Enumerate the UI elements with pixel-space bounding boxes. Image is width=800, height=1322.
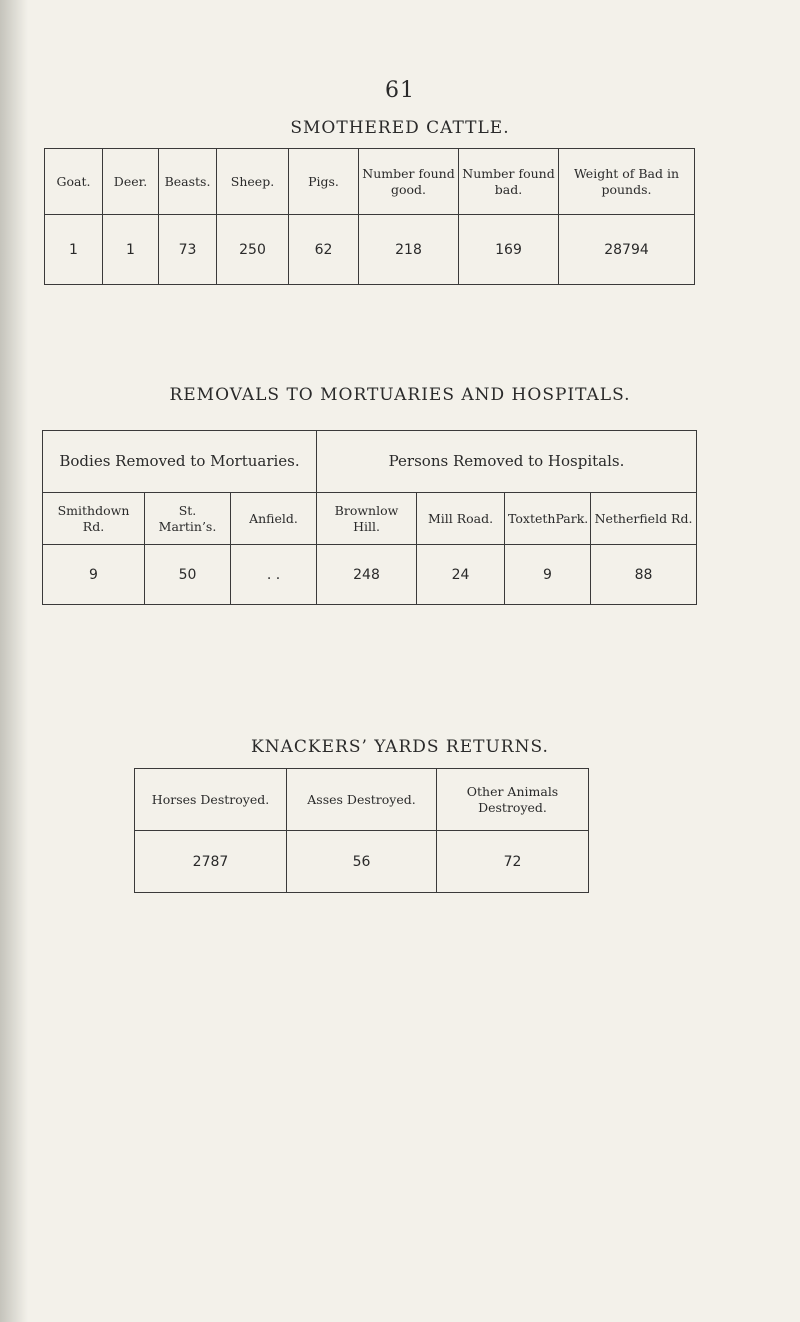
header-anfield: Anfield. bbox=[231, 493, 317, 545]
value-weight-bad: 28794 bbox=[559, 215, 695, 285]
value-smithdown-rd: 9 bbox=[43, 545, 145, 605]
header-other-animals-destroyed: Other Animals Destroyed. bbox=[437, 769, 589, 831]
value-anfield: . . bbox=[231, 545, 317, 605]
value-netherfield-rd: 88 bbox=[591, 545, 697, 605]
value-other-animals-destroyed: 72 bbox=[437, 831, 589, 893]
header-asses-destroyed: Asses Destroyed. bbox=[287, 769, 437, 831]
table-header-row bbox=[135, 769, 589, 831]
smothered-cattle-title: SMOTHERED CATTLE. bbox=[290, 118, 510, 138]
table-row bbox=[45, 215, 695, 285]
value-st-martins: 50 bbox=[145, 545, 231, 605]
value-toxteth-park: 9 bbox=[505, 545, 591, 605]
header-horses-destroyed: Horses Destroyed. bbox=[135, 769, 287, 831]
knackers-title: KNACKERS’ YARDS RETURNS. bbox=[251, 737, 549, 757]
value-horses-destroyed: 2787 bbox=[135, 831, 287, 893]
value-deer: 1 bbox=[103, 215, 159, 285]
header-mill-road: Mill Road. bbox=[417, 493, 505, 545]
header-mortuaries: Bodies Removed to Mortuaries. bbox=[43, 431, 317, 493]
value-sheep: 250 bbox=[217, 215, 289, 285]
removals-title: REMOVALS TO MORTUARIES AND HOSPITALS. bbox=[169, 385, 631, 405]
value-mill-road: 24 bbox=[417, 545, 505, 605]
header-netherfield-rd: Netherfield Rd. bbox=[591, 493, 697, 545]
removals-column-header-row bbox=[43, 493, 697, 545]
value-beasts: 73 bbox=[159, 215, 217, 285]
page-number: 61 bbox=[385, 78, 415, 103]
header-pigs: Pigs. bbox=[289, 149, 359, 215]
knackers-table bbox=[134, 768, 589, 893]
value-number-good: 218 bbox=[359, 215, 459, 285]
table-row bbox=[43, 545, 697, 605]
header-brownlow-hill: Brownlow Hill. bbox=[317, 493, 417, 545]
header-number-good: Number found good. bbox=[359, 149, 459, 215]
removals-table bbox=[42, 430, 697, 605]
header-weight-bad: Weight of Bad in pounds. bbox=[559, 149, 695, 215]
value-asses-destroyed: 56 bbox=[287, 831, 437, 893]
value-number-bad: 169 bbox=[459, 215, 559, 285]
removals-group-header-row bbox=[43, 431, 697, 493]
header-goat: Goat. bbox=[45, 149, 103, 215]
value-pigs: 62 bbox=[289, 215, 359, 285]
page-edge-shadow bbox=[0, 0, 28, 1322]
header-sheep: Sheep. bbox=[217, 149, 289, 215]
table-header-row bbox=[45, 149, 695, 215]
header-toxteth-park: ToxtethPark. bbox=[505, 493, 591, 545]
header-smithdown-rd: Smithdown Rd. bbox=[43, 493, 145, 545]
header-deer: Deer. bbox=[103, 149, 159, 215]
header-beasts: Beasts. bbox=[159, 149, 217, 215]
header-st-martins: St. Martin’s. bbox=[145, 493, 231, 545]
smothered-cattle-table bbox=[44, 148, 695, 285]
header-hospitals: Persons Removed to Hospitals. bbox=[317, 431, 697, 493]
header-number-bad: Number found bad. bbox=[459, 149, 559, 215]
value-brownlow-hill: 248 bbox=[317, 545, 417, 605]
table-row bbox=[135, 831, 589, 893]
value-goat: 1 bbox=[45, 215, 103, 285]
